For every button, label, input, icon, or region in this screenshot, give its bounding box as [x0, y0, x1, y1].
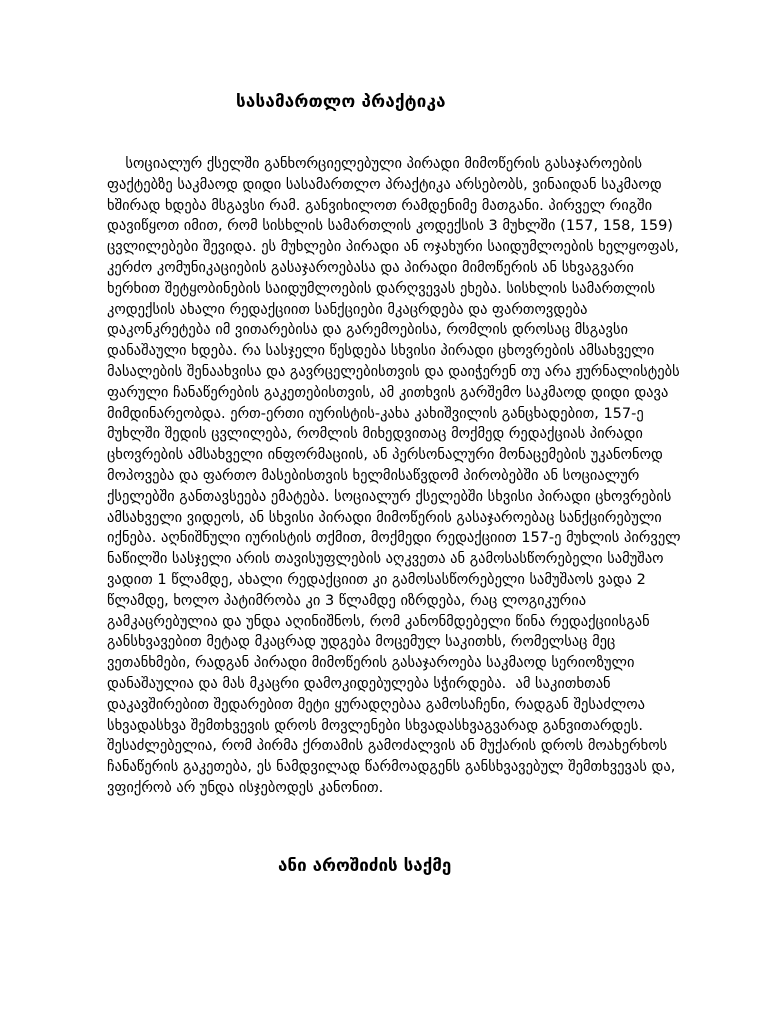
paragraph-line: დაკავშირებით შედარებით მეტი ყურადღებაა გამოსაჩენი, რადგან შესაძლოა	[107, 696, 646, 713]
paragraph-line: მოპოვება და ფართო მასებისთვის ხელმისაწვდომ პირობებში ან სოციალურ	[107, 467, 640, 484]
paragraph-line: წლამდე, ხოლო პატიმრობა კი 3 წლამდე იზრდება, რაც ლოგიკურია	[107, 592, 587, 609]
paragraph-line: ფარული ჩანაწერების გაკეთებისთვის, ამ კითხვის გარშემო საკმაოდ დიდი დავა	[107, 384, 669, 401]
paragraph-line: გამკაცრებულია და უნდა აღინიშნოს, რომ კანონმდებელი წინა რედაქციისგან	[107, 613, 650, 630]
paragraph-line: ხერხით შეტყობინების საიდუმლოების დარღვევას ეხება. სისხლის სამართლის	[107, 280, 656, 297]
paragraph-line: ამსახველი ვიდეოს, ან სხვისი პირადი მიმოწერის გასაჯაროებაც სანქცირებული	[107, 509, 662, 526]
paragraph-line: დაკონკრეტება იმ ვითარებისა და გარემოებისა, რომლის დროსაც მსგავსი	[107, 322, 629, 339]
paragraph-line: სხვადასხვა შემთხვევის დროს მოვლენები სხვადასხვაგვარად განვითარდეს.	[107, 717, 643, 734]
paragraph-line: იქნება. აღნიშნული იურისტის თქმით, მოქმედი რედაქციით 157-ე მუხლის პირველ	[107, 530, 681, 547]
paragraph-line: შესაძლებელია, რომ პირმა ქრთამის გამოძალვის ან მუქარის დროს მოახერხოს	[107, 738, 668, 755]
document-title: სასამართლო პრაქტიკა	[236, 92, 446, 112]
section-heading: ანი აროშიძის საქმე	[278, 856, 452, 876]
paragraph-line: ვფიქრობ არ უნდა ისჯებოდეს კანონით.	[107, 779, 384, 796]
paragraph-line: ხშირად ხდება მსგავსი რამ. განვიხილოთ რამდენიმე მათგანი. პირველ რიგში	[107, 197, 653, 214]
paragraph-line: დანაშაულია და მას მკაცრი დამოკიდებულება სჭირდება. ამ საკითხთან	[107, 675, 611, 692]
paragraph-line: დავიწყოთ იმით, რომ სისხლის სამართლის კოდექსის 3 მუხლში (157, 158, 159)	[107, 218, 673, 235]
paragraph-line: მიმდინარეობდა. ერთ-ერთი იურისტის-კახა კახიშვილის განცხადებით, 157-ე	[107, 405, 644, 422]
paragraph-line: ქსელებში განთავსეება ემატება. სოციალურ ქსელებში სხვისი პირადი ცხოვრების	[107, 488, 672, 505]
paragraph-line: ცხოვრების ამსახველი ინფორმაციის, ან პერსონალური მონაცემების უკანონოდ	[107, 447, 663, 464]
body-paragraph	[107, 154, 681, 799]
paragraph-line: კოდექსის ახალი რედაქციით სანქციები მკაცრდება და ფართოვდება	[107, 301, 588, 318]
paragraph-line: მუხლში შედის ცვლილება, რომლის მიხედვითაც მოქმედ რედაქციას პირადი	[107, 426, 643, 443]
paragraph-line: ვეთანხმები, რადგან პირადი მიმოწერის გასაჯაროება საკმაოდ სერიოზული	[107, 655, 635, 672]
paragraph-line: ფაქტებზე საკმაოდ დიდი სასამართლო პრაქტიკა არსებობს, ვინაიდან საკმაოდ	[107, 176, 662, 193]
paragraph-line: ვადით 1 წლამდე, ახალი რედაქციით კი გამოსასწორებელი სამუშაოს ვადა 2	[107, 571, 646, 588]
paragraph-line: დანაშაული ხდება. რა სასჯელი წესდება სხვისი პირადი ცხოვრების ამსახველი	[107, 343, 655, 360]
paragraph-line: სოციალურ ქსელში განხორციელებული პირადი მიმოწერის გასაჯაროების	[107, 156, 643, 172]
paragraph-line: განსხვავებით მეტად მკაცრად უდგება მოცემულ საკითხს, რომელსაც მეც	[107, 634, 616, 651]
paragraph-line: მასალების შენაახვისა და გავრცელებისთვის და დაიჭერენ თუ არა ჟურნალისტებს	[107, 363, 680, 380]
paragraph-line: ჩანაწერის გაკეთება, ეს ნამდვილად წარმოადგენს განსხვავებულ შემთხვევას და,	[107, 759, 676, 776]
paragraph-line: ნაწილში სასჯელი არის თავისუფლების აღკვეთა ან გამოსასწორებელი სამუშაო	[107, 551, 664, 568]
paragraph-line: ცვლილებები შევიდა. ეს მუხლები პირადი ან ოჯახური საიდუმლოების ხელყოფას,	[107, 239, 679, 256]
paragraph-line: კერძო კომუნიკაციების გასაჯაროებასა და პირადი მიმოწერის ან სხვაგვარი	[107, 259, 634, 276]
